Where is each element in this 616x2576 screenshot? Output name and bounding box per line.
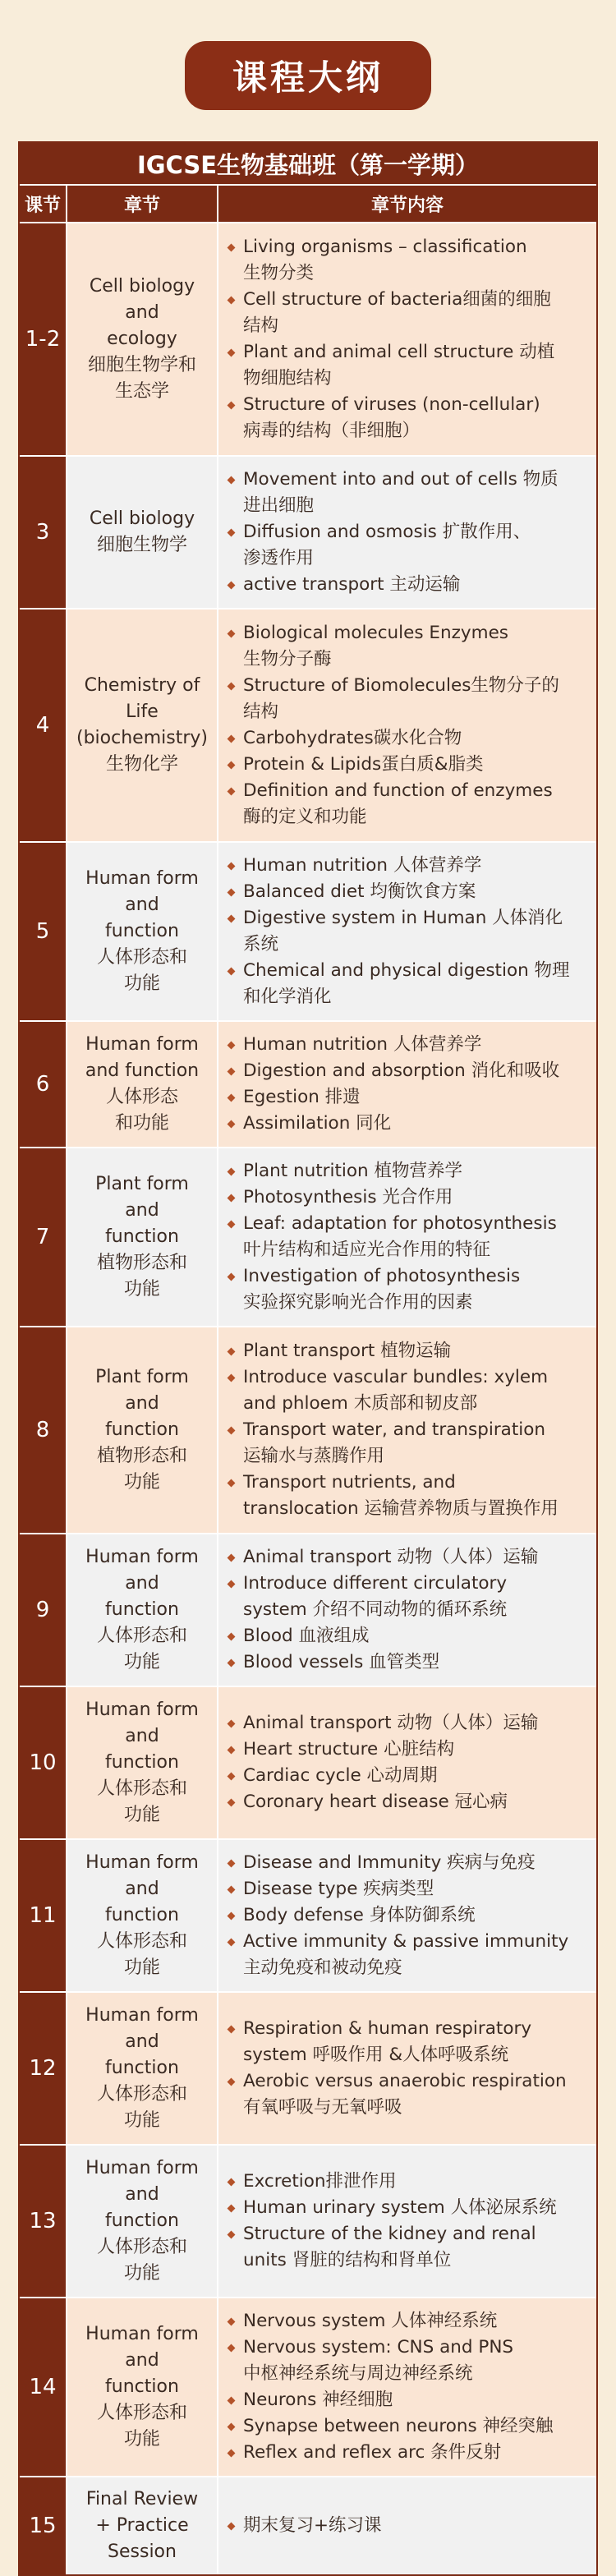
content-item-text: Nervous system: CNS and PNS 中枢神经系统与周边神经系统: [243, 2337, 514, 2384]
table-row: [20, 222, 596, 455]
content-list-item: [227, 339, 590, 392]
table-body: [20, 222, 596, 2574]
content-item-text: Active immunity & passive immunity 主动免疫和被动免疫: [243, 1931, 569, 1978]
content-list-item: [227, 2308, 590, 2334]
content-item-text: Nervous system 人体神经系统: [243, 2311, 498, 2331]
content-item-text: Blood vessels 血管类型: [243, 1652, 440, 1672]
bullet-diamond-icon: [228, 683, 236, 691]
chapter-name: Human form and function 人体形态和 功能: [67, 1840, 218, 1991]
content-list-item: [227, 2413, 590, 2440]
content-item-text: Living organisms – classification 生物分类: [243, 237, 527, 283]
content-list-item: [227, 2513, 590, 2539]
content-list-item: [227, 1649, 590, 1676]
chapter-name: Human form and function 人体形态和 功能: [67, 1993, 218, 2144]
content-item-text: Plant transport 植物运输: [243, 1341, 452, 1361]
chapter-name: Human form and function 人体形态和 功能: [67, 1534, 218, 1686]
header-content: 章节内容: [370, 195, 444, 216]
table-row: [20, 1838, 596, 1991]
content-item-text: Plant and animal cell structure 动植 物细胞结构: [243, 342, 555, 389]
table-row: [20, 2476, 596, 2574]
content-item-text: Structure of viruses (non-cellular) 病毒的结构（非细胞）: [243, 394, 540, 441]
content-item-text: Reflex and reflex arc 条件反射: [243, 2442, 502, 2463]
content-item-text: Structure of Biomolecules生物分子的 结构: [243, 675, 559, 722]
chapter-content: [218, 1840, 596, 1991]
lesson-number: 15: [20, 2477, 67, 2574]
bullet-diamond-icon: [228, 349, 236, 357]
chapter-name: Human form and function 人体形态 和功能: [67, 1022, 218, 1147]
content-list-item: [227, 2387, 590, 2413]
bullet-diamond-icon: [228, 244, 236, 252]
lesson-number: 12: [20, 1993, 67, 2144]
table-row: [20, 1991, 596, 2144]
chapter-name: Human form and function 人体形态和 功能: [67, 2146, 218, 2297]
chapter-content: [218, 223, 596, 455]
chapter-content: [218, 2298, 596, 2476]
chapter-name: Plant form and function 植物形态和 功能: [67, 1327, 218, 1533]
chapter-name: Plant form and function 植物形态和 功能: [67, 1148, 218, 1326]
content-item-text: Body defense 身体防御系统: [243, 1905, 476, 1925]
content-list-item: [227, 1710, 590, 1736]
content-list-item: [227, 467, 590, 519]
bullet-diamond-icon: [228, 2231, 236, 2239]
content-item-text: Coronary heart disease 冠心病: [243, 1792, 508, 1812]
content-list-item: [227, 1158, 590, 1184]
content-item-text: Definition and function of enzymes 酶的定义和功能: [243, 780, 553, 827]
content-item-text: Animal transport 动物（人体）运输: [243, 1547, 539, 1567]
content-item-text: Diffusion and osmosis 扩散作用、 渗透作用: [243, 522, 531, 568]
content-list-item: [227, 1929, 590, 1981]
content-item-text: Egestion 排遗: [243, 1087, 361, 1107]
table-title: IGCSE生物基础班（第一学期）: [20, 143, 596, 186]
content-item-text: Cell structure of bacteria细菌的细胞 结构: [243, 289, 551, 336]
content-list-item: [227, 1111, 590, 1137]
chapter-content: [218, 2146, 596, 2297]
content-list-item: [227, 2195, 590, 2221]
bullet-diamond-icon: [228, 788, 236, 796]
content-item-text: Cardiac cycle 心动周期: [243, 1765, 438, 1786]
bullet-diamond-icon: [228, 2026, 236, 2034]
content-list-item: [227, 620, 590, 673]
bullet-diamond-icon: [228, 2423, 236, 2431]
content-list-item: [227, 1184, 590, 1211]
content-item-text: Digestive system in Human 人体消化 系统: [243, 908, 563, 954]
bullet-diamond-icon: [228, 862, 236, 871]
bullet-diamond-icon: [228, 476, 236, 485]
content-list-item: [227, 1736, 590, 1763]
chapter-content: [218, 1022, 596, 1147]
chapter-name: Human form and function 人体形态和 功能: [67, 2298, 218, 2476]
content-list-item: [227, 1544, 590, 1571]
bullet-diamond-icon: [228, 1773, 236, 1781]
content-list-item: [227, 778, 590, 830]
table-row: [20, 2144, 596, 2297]
table-row: [20, 1686, 596, 1838]
content-item-text: Transport water, and transpiration 运输水与蒸腾作用: [243, 1419, 546, 1466]
content-item-text: Chemical and physical digestion 物理 和化学消化: [243, 960, 570, 1007]
content-list-item: [227, 287, 590, 339]
content-item-text: Investigation of photosynthesis 实验探究影响光合作用的因素: [243, 1266, 521, 1313]
lesson-number: 14: [20, 2298, 67, 2476]
content-item-text: Neurons 神经细胞: [243, 2390, 393, 2410]
chapter-content: [218, 1148, 596, 1326]
content-item-text: Assimilation 同化: [243, 1113, 392, 1134]
bullet-diamond-icon: [228, 1120, 236, 1129]
content-list-item: [227, 572, 590, 598]
content-list-item: [227, 1084, 590, 1111]
content-list-item: [227, 1902, 590, 1929]
lesson-number: 13: [20, 2146, 67, 2297]
content-list-item: [227, 2068, 590, 2121]
bullet-diamond-icon: [228, 735, 236, 743]
syllabus-table: [18, 141, 598, 2576]
content-list-item: [227, 1032, 590, 1058]
content-list-item: [227, 1789, 590, 1815]
bullet-diamond-icon: [228, 1580, 236, 1589]
bullet-diamond-icon: [228, 889, 236, 897]
content-item-text: Aerobic versus anaerobic respiration 有氧呼吸与无氧呼吸: [243, 2071, 567, 2118]
content-list-item: [227, 1876, 590, 1902]
content-item-text: Disease and Immunity 疾病与免疫: [243, 1852, 536, 1873]
content-list-item: [227, 2221, 590, 2274]
bullet-diamond-icon: [228, 1374, 236, 1382]
content-item-text: Human nutrition 人体营养学: [243, 855, 482, 876]
chapter-content: [218, 1327, 596, 1533]
content-list-item: [227, 234, 590, 287]
bullet-diamond-icon: [228, 2397, 236, 2405]
lesson-number: 7: [20, 1148, 67, 1326]
content-item-text: Introduce vascular bundles: xylem and phloem 木质部和韧皮部: [243, 1367, 549, 1414]
bullet-diamond-icon: [228, 2205, 236, 2213]
chapter-content: [218, 2477, 596, 2574]
content-item-text: Carbohydrates碳水化合物: [243, 728, 462, 748]
content-list-item: [227, 879, 590, 905]
bullet-diamond-icon: [228, 1912, 236, 1920]
bullet-diamond-icon: [228, 529, 236, 537]
bullet-diamond-icon: [228, 1633, 236, 1641]
content-list-item: [227, 1571, 590, 1623]
content-item-text: Leaf: adaptation for photosynthesis 叶片结构和适应光合作用的特征: [243, 1213, 557, 1260]
content-item-text: Blood 血液组成: [243, 1626, 370, 1646]
bullet-diamond-icon: [228, 1221, 236, 1229]
content-list-item: [227, 2169, 590, 2195]
bullet-diamond-icon: [228, 1746, 236, 1755]
chapter-name: Final Review + Practice Session: [67, 2477, 218, 2574]
header-chapter: 章节: [67, 186, 218, 222]
bullet-diamond-icon: [228, 1659, 236, 1668]
bullet-diamond-icon: [228, 1168, 236, 1176]
content-item-text: Transport nutrients, and translocation 运输营养物质与置换作用: [243, 1472, 559, 1519]
content-list-item: [227, 1058, 590, 1084]
table-row: [20, 2297, 596, 2476]
content-list-item: [227, 752, 590, 778]
bullet-diamond-icon: [228, 1042, 236, 1050]
bullet-diamond-icon: [228, 915, 236, 923]
lesson-number: 8: [20, 1327, 67, 1533]
content-list-item: [227, 905, 590, 958]
chapter-content: [218, 610, 596, 841]
table-row: [20, 1533, 596, 1686]
content-list-item: [227, 2440, 590, 2466]
content-list-item: [227, 1623, 590, 1649]
page-title: 课程大纲: [185, 41, 431, 110]
bullet-diamond-icon: [228, 1427, 236, 1435]
chapter-name: Human form and function 人体形态和 功能: [67, 843, 218, 1020]
content-item-text: 期末复习+练习课: [243, 2515, 382, 2536]
content-list-item: [227, 673, 590, 725]
content-item-text: Animal transport 动物（人体）运输: [243, 1713, 539, 1733]
lesson-number: 5: [20, 843, 67, 1020]
bullet-diamond-icon: [228, 761, 236, 770]
bullet-diamond-icon: [228, 2450, 236, 2458]
table-header-row: [20, 186, 596, 222]
lesson-number: 6: [20, 1022, 67, 1147]
content-list-item: [227, 1850, 590, 1876]
content-item-text: Biological molecules Enzymes 生物分子酶: [243, 623, 509, 669]
content-item-text: Introduce different circulatory system 介绍不同动物的循环系统: [243, 1573, 508, 1620]
content-item-text: Movement into and out of cells 物质 进出细胞: [243, 469, 559, 516]
content-list-item: [227, 2016, 590, 2068]
chapter-content: [218, 1534, 596, 1686]
content-item-text: Digestion and absorption 消化和吸收: [243, 1060, 560, 1081]
bullet-diamond-icon: [228, 1939, 236, 1947]
content-list-item: [227, 519, 590, 572]
bullet-diamond-icon: [228, 2078, 236, 2086]
content-list-item: [227, 958, 590, 1010]
lesson-number: 9: [20, 1534, 67, 1686]
bullet-diamond-icon: [228, 582, 236, 590]
content-item-text: Excretion排泄作用: [243, 2171, 397, 2192]
bullet-diamond-icon: [228, 630, 236, 638]
table-row: [20, 1020, 596, 1147]
content-item-text: Heart structure 心脏结构: [243, 1739, 455, 1760]
bullet-diamond-icon: [228, 968, 236, 976]
bullet-diamond-icon: [228, 2318, 236, 2326]
bullet-diamond-icon: [228, 1886, 236, 1894]
content-item-text: Balanced diet 均衡饮食方案: [243, 881, 476, 902]
table-row: [20, 608, 596, 841]
table-row: [20, 1326, 596, 1533]
content-list-item: [227, 853, 590, 879]
content-list-item: [227, 1417, 590, 1470]
chapter-content: [218, 843, 596, 1020]
content-item-text: active transport 主动运输: [243, 574, 461, 595]
chapter-name: Chemistry of Life (biochemistry) 生物化学: [67, 610, 218, 841]
content-list-item: [227, 1211, 590, 1263]
bullet-diamond-icon: [228, 297, 236, 305]
content-list-item: [227, 1364, 590, 1417]
content-list-item: [227, 1263, 590, 1316]
content-item-text: Photosynthesis 光合作用: [243, 1187, 453, 1208]
table-row: [20, 841, 596, 1020]
lesson-number: 3: [20, 457, 67, 608]
chapter-name: Human form and function 人体形态和 功能: [67, 1687, 218, 1838]
chapter-content: [218, 1993, 596, 2144]
bullet-diamond-icon: [228, 1068, 236, 1076]
bullet-diamond-icon: [228, 2178, 236, 2187]
bullet-diamond-icon: [228, 2344, 236, 2353]
bullet-diamond-icon: [228, 402, 236, 410]
bullet-diamond-icon: [228, 1094, 236, 1102]
lesson-number: 1-2: [20, 223, 67, 455]
bullet-diamond-icon: [228, 1479, 236, 1488]
chapter-content: [218, 457, 596, 608]
content-item-text: Human urinary system 人体泌尿系统: [243, 2197, 557, 2218]
content-item-text: Disease type 疾病类型: [243, 1879, 434, 1899]
bullet-diamond-icon: [228, 1194, 236, 1203]
content-item-text: Synapse between neurons 神经突触: [243, 2416, 554, 2436]
bullet-diamond-icon: [228, 1860, 236, 1868]
content-item-text: Protein & Lipids蛋白质&脂类: [243, 754, 484, 775]
content-list-item: [227, 1338, 590, 1364]
content-list-item: [227, 392, 590, 444]
bullet-diamond-icon: [228, 1799, 236, 1807]
bullet-diamond-icon: [228, 1273, 236, 1281]
content-item-text: Structure of the kidney and renal units 肾脏的结构和肾单位: [243, 2224, 536, 2270]
header-lesson: 课节: [20, 186, 67, 222]
content-list-item: [227, 2334, 590, 2387]
bullet-diamond-icon: [228, 2523, 236, 2531]
content-item-text: Human nutrition 人体营养学: [243, 1034, 482, 1055]
chapter-content: [218, 1687, 596, 1838]
content-item-text: Respiration & human respiratory system 呼吸作用 &人体呼吸系统: [243, 2018, 532, 2065]
lesson-number: 4: [20, 610, 67, 841]
bullet-diamond-icon: [228, 1554, 236, 1562]
chapter-name: Cell biology and ecology 细胞生物学和 生态学: [67, 223, 218, 455]
lesson-number: 11: [20, 1840, 67, 1991]
chapter-name: Cell biology 细胞生物学: [67, 457, 218, 608]
content-list-item: [227, 725, 590, 752]
content-item-text: Plant nutrition 植物营养学: [243, 1161, 463, 1181]
table-row: [20, 1147, 596, 1326]
bullet-diamond-icon: [228, 1348, 236, 1356]
lesson-number: 10: [20, 1687, 67, 1838]
content-list-item: [227, 1763, 590, 1789]
table-row: [20, 455, 596, 608]
content-list-item: [227, 1470, 590, 1522]
bullet-diamond-icon: [228, 1720, 236, 1728]
